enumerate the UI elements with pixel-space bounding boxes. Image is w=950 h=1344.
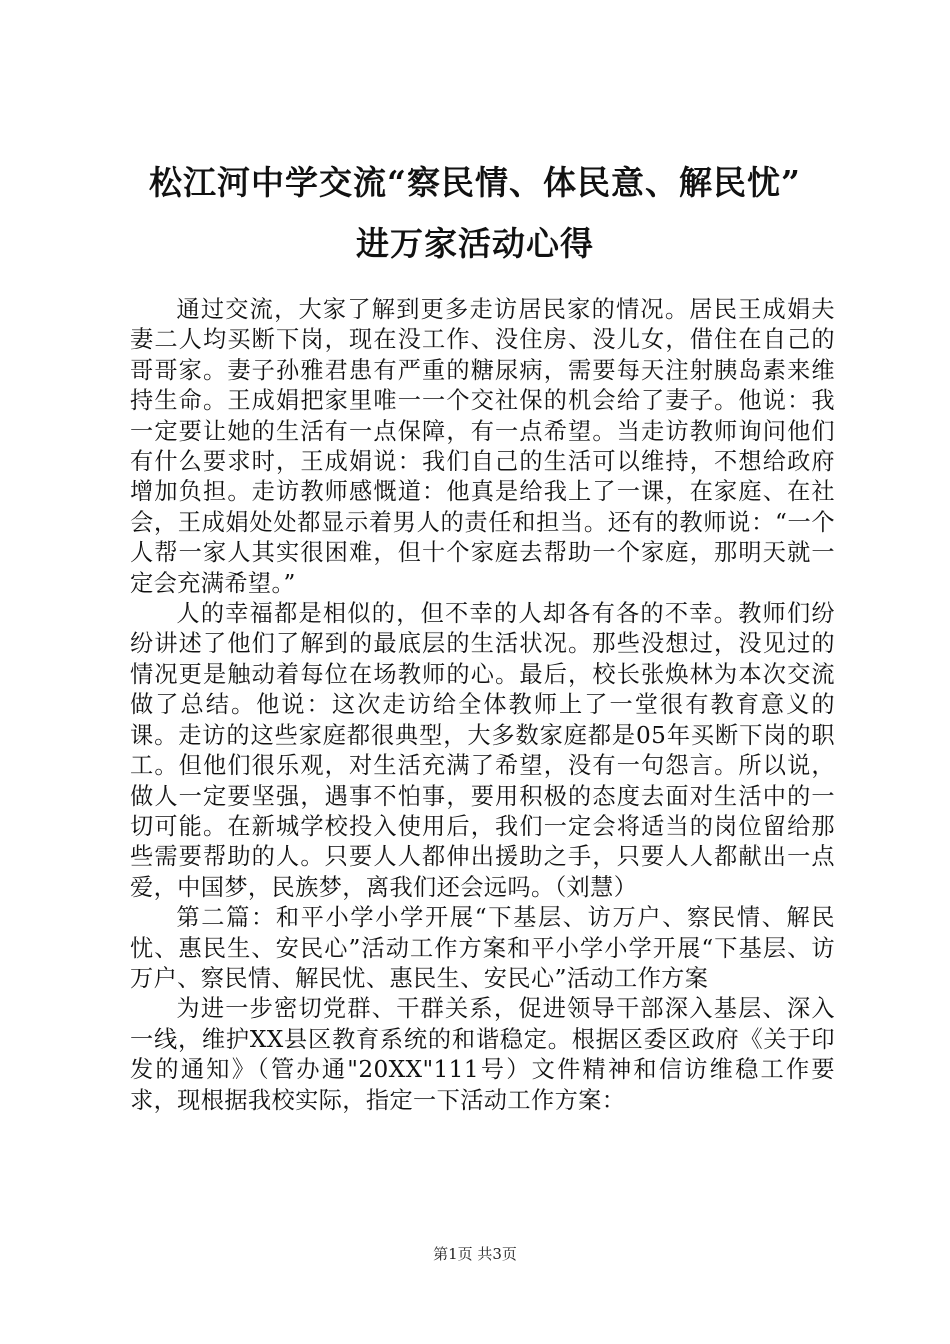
paragraph: 人的幸福都是相似的，但不幸的人却各有各的不幸。教师们纷纷讲述了他们了解到的最底层的生活状况。那些没想过，没见过的情况更是触动着每位在场教师的心。最后，校长张焕林为本次交流做了总结。他说：这次走访给全体教师上了一堂很有教育意义的课。走访的这些家庭都很典型，大多数家庭都是05年买断下岗的职工。但他们很乐观，对生活充满了希望，没有一句怨言。所以说，做人一定要坚强，遇事不怕事，要用积极的态度去面对生活中的一切可能。在新城学校投入使用后，我们一定会将适当的岗位留给那些需要帮助的人。只要人人都伸出援助之手，只要人人都献出一点爱，中国梦，民族梦，离我们还会远吗。（刘慧）: [130, 600, 835, 901]
document-body: [130, 295, 835, 1116]
paragraph: 通过交流，大家了解到更多走访居民家的情况。居民王成娟夫妻二人均买断下岗，现在没工作、没住房、没儿女，借住在自己的哥哥家。妻子孙雅君患有严重的糖尿病，需要每天注射胰岛素来维持生命。王成娟把家里唯一一个交社保的机会给了妻子。他说：我一定要让她的生活有一点保障，有一点希望。当走访教师询问他们有什么要求时，王成娟说：我们自己的生活可以维持，不想给政府增加负担。走访教师感慨道：他真是给我上了一课，在家庭、在社会，王成娟处处都显示着男人的责任和担当。还有的教师说：“一个人帮一家人其实很困难，但十个家庭去帮助一个家庭，那明天就一定会充满希望。”: [130, 296, 835, 597]
page-number-footer: 第1页 共3页: [433, 1245, 517, 1263]
paragraph: 第二篇：和平小学小学开展“下基层、访万户、察民情、解民忧、惠民生、安民心”活动工作方案和平小学小学开展“下基层、访万户、察民情、解民忧、惠民生、安民心”活动工作方案: [130, 904, 835, 992]
document-title-line-2: 进万家活动心得: [356, 224, 594, 263]
document-title-line-1: 松江河中学交流“察民情、体民意、解民忧”: [149, 163, 801, 202]
paragraph: 为进一步密切党群、干群关系，促进领导干部深入基层、深入一线，维护XX县区教育系统的和谐稳定。根据区委区政府《关于印发的通知》（管办通"20XX"111号）文件精神和信访维稳工作要求，现根据我校实际，指定一下活动工作方案：: [130, 995, 835, 1114]
